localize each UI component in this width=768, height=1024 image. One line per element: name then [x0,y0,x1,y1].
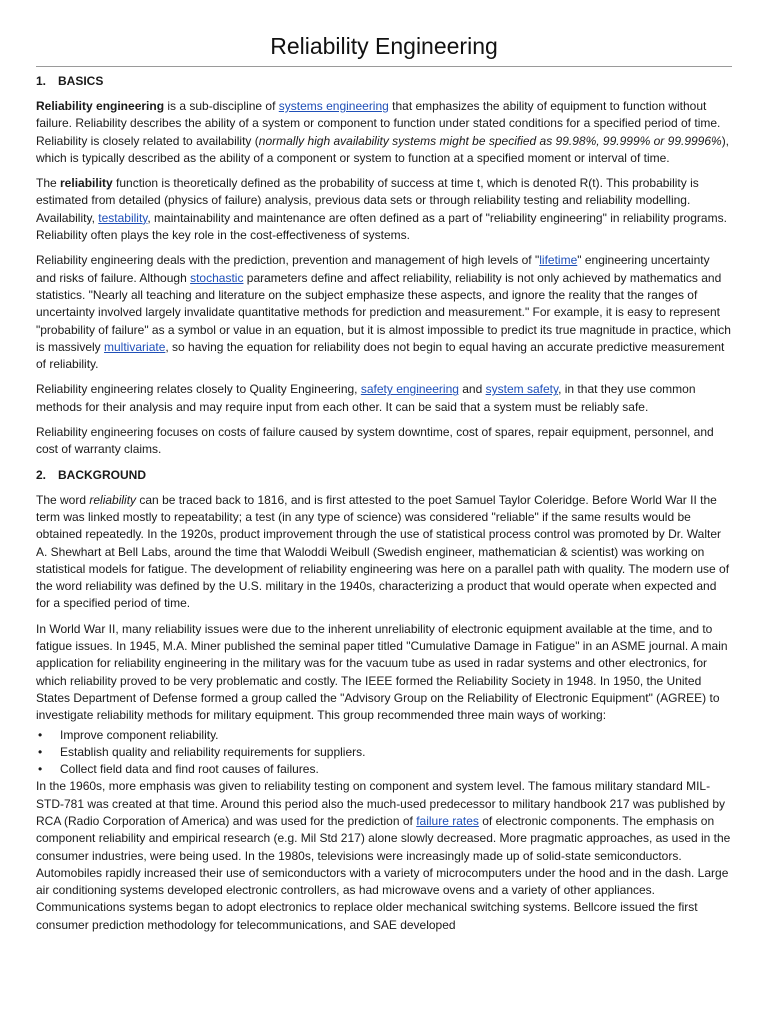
link-lifetime[interactable]: lifetime [539,253,578,268]
bullet-list [36,727,732,779]
text-run: of electronic components. The emphasis on component reliability and empirical research (e.g. Mil Std 217) alone slowly decreased. More pragmatic approaches, as used in the consumer industries, were being used. In the 1980s, televisions were increasingly made up of solid-state semiconductors. Automobiles rapidly increased their use of semiconductors with a variety of microcomputers under the hood and in the dash. Large air conditioning systems developed electronic controllers, as had microwave ovens and a variety of other appliances. Communications systems began to adopt electronics to replace older mechanical switching systems. Bellcore issued the first consumer prediction methodology for telecommunications, and SAE developed [36,813,731,932]
text-run: The [36,176,61,191]
section-heading-basics [36,73,732,90]
list-item-text: Improve component reliability. [60,727,219,742]
text-run: parameters define and affect reliability, reliability is not only achieved by mathematics and statistics. "Nearly all teaching and literature on the subject emphasize these aspects, and ignore the reality that the ranges of uncertainty involved largely invalidate quantitative methods for prediction and measurement." For example, it is easy to represent "probability of failure" as a symbol or value in an equation, but it is almost impossible to predict its true magnitude in practice, which is massively [36,270,731,354]
text-run: , maintainability and maintenance are often defined as a part of "reliability engineering" in reliability programs. Reliability often plays the key role in the cost-effectiveness of systems. [36,210,727,243]
text-run: The word [36,492,90,507]
list-item [36,744,732,761]
italic-text: reliability [89,492,137,507]
paragraph [36,252,732,373]
text-run: Reliability engineering deals with the prediction, prevention and management of high levels of " [36,253,540,268]
list-item [36,727,732,744]
paragraph [36,175,732,244]
link-testability[interactable]: testability [98,210,148,225]
section-number: 2. [36,467,47,482]
list-item-text: Establish quality and reliability requirements for suppliers. [60,744,366,759]
paragraph: In World War II, many reliability issues were due to the inherent unreliability of electronic equipment available at the time, and to fatigue issues. In 1945, M.A. Miner published the seminal paper titled "Cumulative Damage in Fatigue" in an ASME journal. A main application for reliability engineering in the military was for the vacuum tube as used in radar systems and other electronics, for which reliability proved to be very problematic and costly. The IEEE formed the Reliability Society in 1948. In 1950, the United States Department of Defense formed a group called the "Advisory Group on the Reliability of Electronic Equipment" (AGREE) to investigate reliability methods for military equipment. This group recommended three main ways of working: [36,621,728,723]
bullet-icon: • [38,744,43,759]
italic-text: normally high availability systems might be specified as 99.98%, 99.999% or 99.9996% [258,133,722,148]
list-item-text: Collect field data and find root causes of failures. [60,762,319,777]
text-run: , so having the equation for reliability does not begin to equal having an accurate predictive measurement of reliability. [36,339,725,372]
paragraph [36,778,732,934]
text-run: " engineering uncertainty and risks of failure. Although [36,253,710,285]
text-run: , in that they use common methods for their analysis and may require input from each other. It can be said that a system must be reliably safe. [36,382,696,414]
paragraph [36,492,732,613]
text-run: ), which is typically described as the ability of a component or system to function at a specified moment or interval of time. [36,133,730,165]
list-item [36,761,732,778]
text-run: Reliability engineering relates closely to Quality Engineering, [36,382,361,397]
link-failure-rates[interactable]: failure rates [416,813,479,828]
text-run: that emphasizes the ability of equipment to function without failure. Reliability describes the ability of a system or component to function under stated conditions for a specified period of time. Reliability is closely related to availability ( [36,99,721,148]
paragraph: Reliability engineering focuses on costs of failure caused by system downtime, cost of spares, repair equipment, personnel, and cost of warranty claims. [36,425,714,457]
section-title: BACKGROUND [58,467,146,482]
bold-term: Reliability engineering [36,99,165,113]
bold-term: reliability [60,176,113,191]
text-run: is a sub-discipline of [164,99,279,113]
paragraph [36,98,732,167]
bullet-icon: • [38,762,43,777]
text-run: and [458,382,486,397]
text-run: can be traced back to 1816, and is first attested to the poet Samuel Taylor Coleridge. Before World War II the term was linked mostly to repeatability; a test (in any type of science) was considered "reliable" if the same results would be obtained repeatedly. In the 1920s, product improvement through the use of statistical process control was promoted by Dr. Walter A. Shewhart at Bell Labs, around the time that Waloddi Weibull (Swedish engineer, mathematician & scientist) was working on statistical models for fatigue. The development of reliability engineering was here on a parallel path with quality. The modern use of the word reliability was defined by the U.S. military in the 1940s, characterizing a product that would operate when expected and for a specified period of time. [36,492,730,611]
link-systems-engineering[interactable]: systems engineering [278,99,389,113]
title-divider [36,66,732,67]
text-run: function is theoretically defined as the probability of success at time t, which is denoted R(t). This probability is estimated from detailed (physics of failure) analysis, previous data sets or through reliability testing and reliability modelling. Availability, [36,176,699,225]
link-system-safety[interactable]: system safety [485,382,559,397]
page-title: Reliability Engineering [270,33,498,59]
section-number: 1. [36,74,47,88]
link-safety-engineering[interactable]: safety engineering [360,382,459,397]
link-stochastic[interactable]: stochastic [190,270,244,285]
text-run: In the 1960s, more emphasis was given to reliability testing on component and system level. The famous military standard MIL-STD-781 was created at that time. Around this period also the much-used predecessor to military handbook 217 was published by RCA (Radio Corporation of America) and was used for the prediction of [36,779,726,828]
bullet-icon: • [38,727,43,742]
section-title: BASICS [58,74,104,88]
link-multivariate[interactable]: multivariate [104,339,166,354]
section-heading-background [36,467,732,484]
paragraph [36,381,732,416]
